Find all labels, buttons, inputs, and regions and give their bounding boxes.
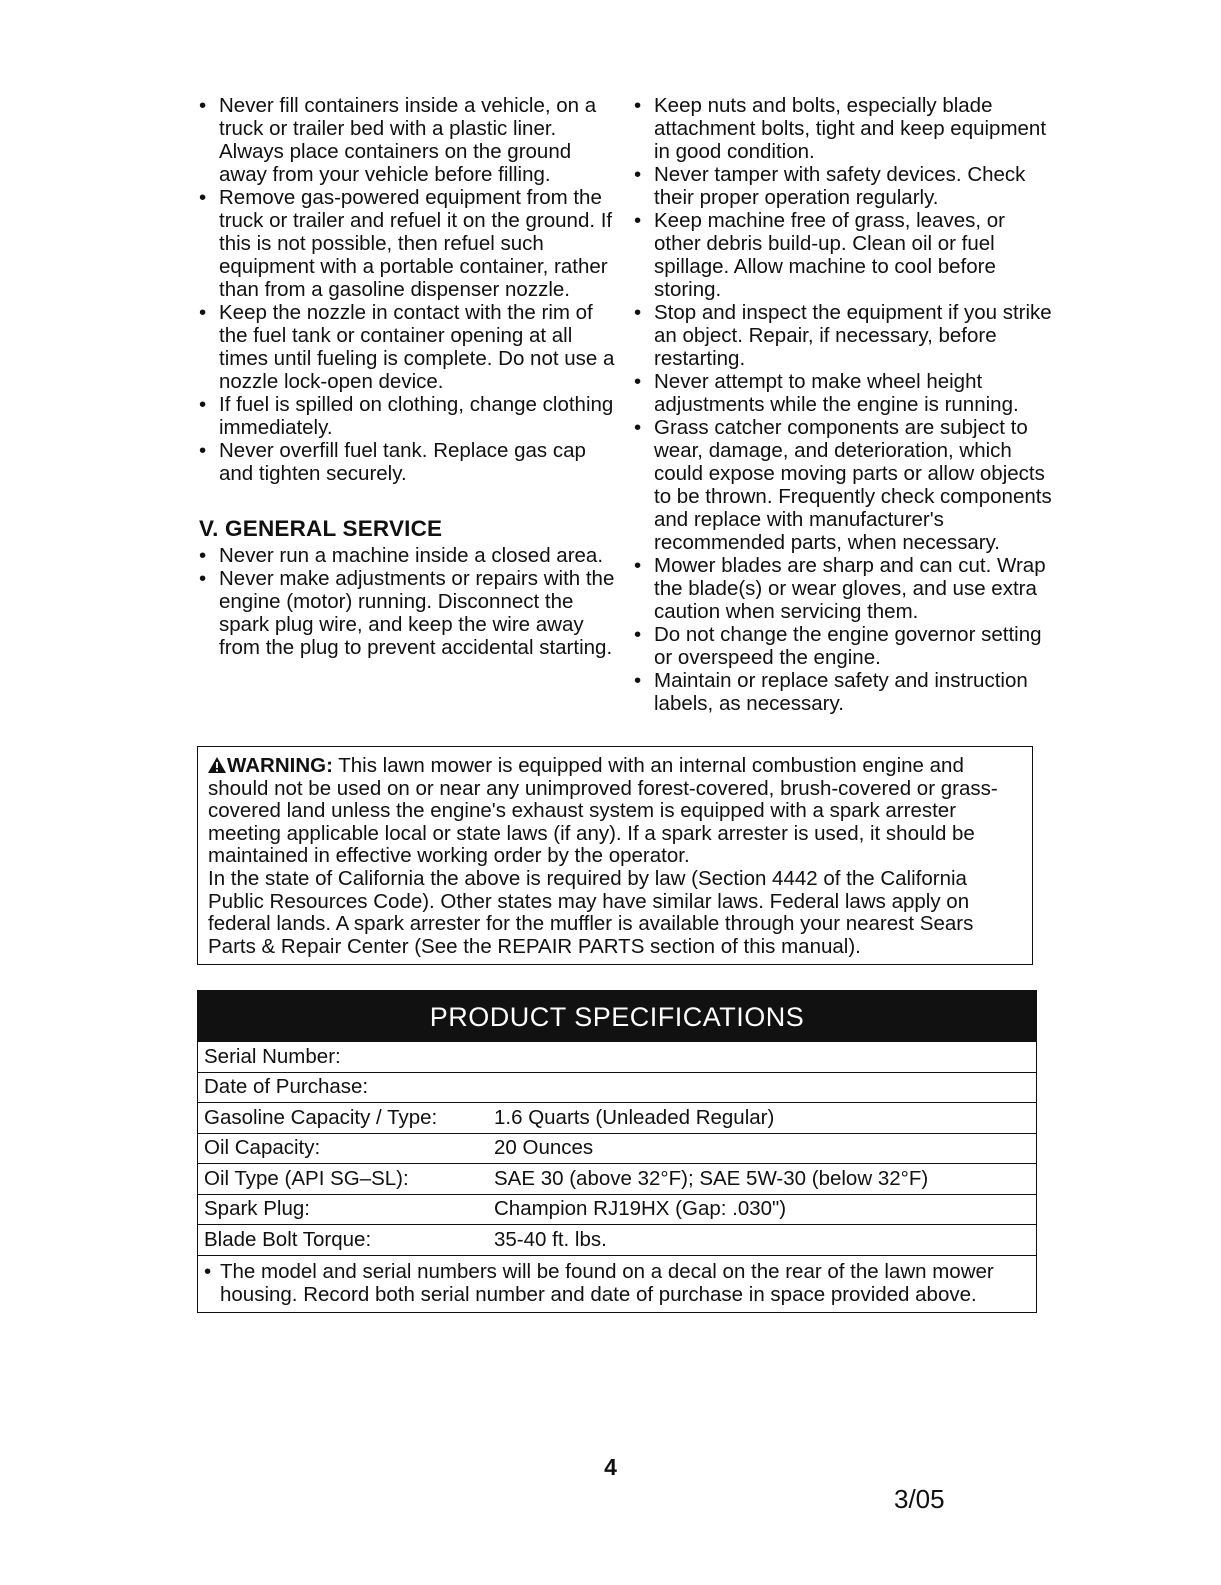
- right-column: [632, 94, 1052, 715]
- table-row: [198, 1194, 1036, 1225]
- spec-value: Champion RJ19HX (Gap: .030"): [494, 1197, 787, 1221]
- list-item: • Keep machine free of grass, leaves, or other debris build-up. Clean oil or fuel spillage. Allow machine to cool before storing.: [632, 209, 1052, 301]
- list-item: • Never make adjustments or repairs with the engine (motor) running. Disconnect the spark plug wire, and keep the wire away from the plug to prevent accidental starting.: [197, 567, 617, 659]
- spec-label: Serial Number:: [204, 1044, 341, 1068]
- page-number: 4: [604, 1454, 617, 1480]
- document-date: 3/05: [894, 1484, 945, 1514]
- service-list: [197, 544, 617, 659]
- spec-value: SAE 30 (above 32°F); SAE 5W-30 (below 32°F): [494, 1166, 929, 1190]
- spec-label: Oil Capacity:: [204, 1136, 321, 1160]
- spec-note: [198, 1255, 1036, 1312]
- list-item: • Keep nuts and bolts, especially blade attachment bolts, tight and keep equipment in good condition.: [632, 94, 1052, 163]
- list-item: • Never tamper with safety devices. Check their proper operation regularly.: [632, 163, 1052, 209]
- spec-value: 20 Ounces: [494, 1136, 594, 1160]
- list-item: • Remove gas-powered equipment from the truck or trailer and refuel it on the ground. If this is not possible, then refuel such equipment with a portable container, rather than from a gasoline dispenser nozzle.: [197, 186, 617, 301]
- list-item: • Mower blades are sharp and can cut. Wrap the blade(s) or wear gloves, and use extra caution when servicing them.: [632, 554, 1052, 623]
- warning-box: [197, 746, 1033, 965]
- list-item: • Maintain or replace safety and instruction labels, as necessary.: [632, 669, 1052, 715]
- spec-label: Blade Bolt Torque:: [204, 1227, 372, 1251]
- warning-text-california: In the state of California the above is required by law (Section 4442 of the California Public Resources Code). Other states may have similar laws. Federal laws apply on federal lands. A spark arrester for the muffler is available through your nearest Sears Parts & Repair Center (See the REPAIR PARTS section of this manual).: [208, 866, 974, 958]
- bullet-icon: •: [204, 1259, 212, 1283]
- spec-label: Date of Purchase:: [204, 1075, 369, 1099]
- fueling-list: [197, 94, 617, 485]
- table-row: [198, 1133, 1036, 1164]
- table-row: [198, 1072, 1036, 1103]
- table-row: [198, 1224, 1036, 1255]
- list-item: • Grass catcher components are subject to wear, damage, and deterioration, which could expose moving parts or allow objects to be thrown. Frequently check components and replace with manufacturer's recommended parts, when necessary.: [632, 416, 1052, 554]
- list-item: • Never overfill fuel tank. Replace gas cap and tighten securely.: [197, 439, 617, 485]
- product-specifications-table: [197, 990, 1037, 1313]
- specs-title: PRODUCT SPECIFICATIONS: [198, 991, 1036, 1041]
- table-row: [198, 1041, 1036, 1072]
- spec-label: Gasoline Capacity / Type:: [204, 1105, 438, 1129]
- table-row: [198, 1102, 1036, 1133]
- left-column: [197, 94, 617, 659]
- list-item: • Do not change the engine governor setting or overspeed the engine.: [632, 623, 1052, 669]
- spec-label: Spark Plug:: [204, 1197, 310, 1221]
- section-heading-general-service: V. GENERAL SERVICE: [199, 516, 443, 541]
- list-item: • Never fill containers inside a vehicle, on a truck or trailer bed with a plastic liner. Always place containers on the ground away from your vehicle before filling.: [197, 94, 617, 186]
- service-list-continued: [632, 94, 1052, 715]
- list-item: • Never attempt to make wheel height adjustments while the engine is running.: [632, 370, 1052, 416]
- list-item: • Stop and inspect the equipment if you strike an object. Repair, if necessary, before restarting.: [632, 301, 1052, 370]
- table-row: [198, 1163, 1036, 1194]
- list-item: • Never run a machine inside a closed area.: [197, 544, 617, 567]
- list-item: • Keep the nozzle in contact with the rim of the fuel tank or container opening at all times until fueling is complete. Do not use a nozzle lock-open device.: [197, 301, 617, 393]
- warning-triangle-icon: [208, 756, 226, 772]
- spec-value: 1.6 Quarts (Unleaded Regular): [494, 1105, 775, 1129]
- spec-label: Oil Type (API SG–SL):: [204, 1166, 409, 1190]
- warning-label: WARNING:: [227, 754, 333, 777]
- spec-note-line: housing. Record both serial number and date of purchase in space provided above.: [220, 1282, 977, 1306]
- spec-value: 35-40 ft. lbs.: [494, 1227, 607, 1251]
- warning-text: This lawn mower is equipped with an internal combustion engine and should not be used on or near any unimproved forest-covered, brush-covered or grass-covered land unless the engine's exhaust system is equipped with a spark arrester meeting applicable local or state laws (if any). If a spark arrester is used, it should be maintained in effective working order by the operator.: [208, 754, 998, 868]
- list-item: • If fuel is spilled on clothing, change clothing immediately.: [197, 393, 617, 439]
- spec-note-line: The model and serial numbers will be found on a decal on the rear of the lawn mower: [220, 1259, 994, 1283]
